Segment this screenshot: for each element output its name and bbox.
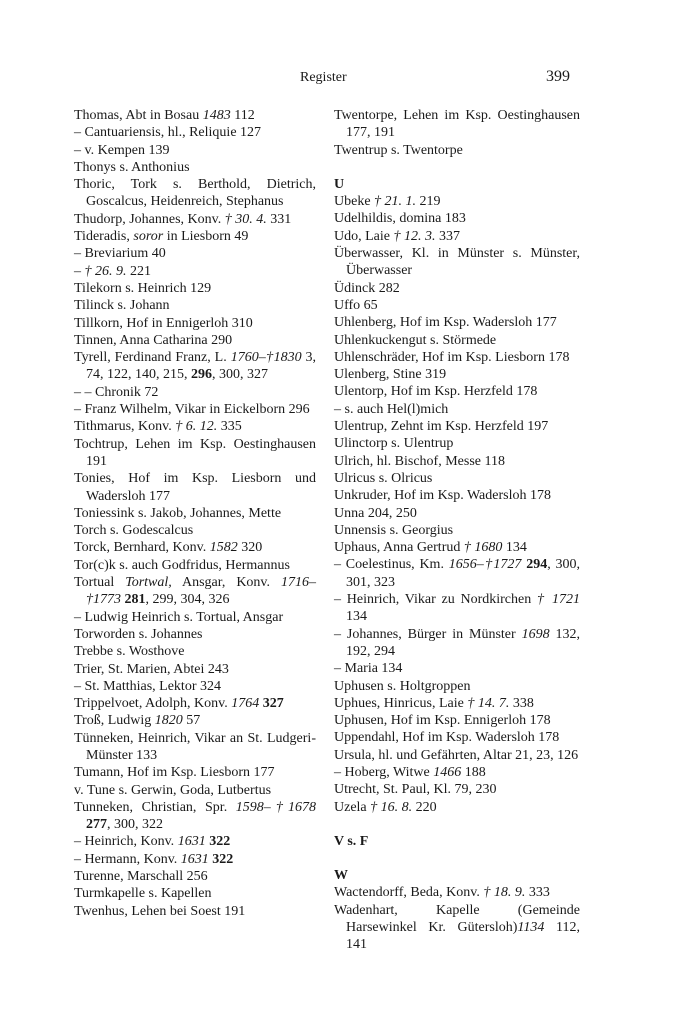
index-entry <box>74 799 316 834</box>
section-letter <box>334 176 580 193</box>
index-entry <box>74 107 316 124</box>
index-entry <box>334 505 580 522</box>
entry-text: Tortual <box>74 575 126 591</box>
entry-text: † 1721 <box>537 592 581 608</box>
index-entry <box>334 522 580 539</box>
entry-text: Twentorpe, Lehen im Ksp. Oestinghausen 177, 191 <box>334 108 580 141</box>
entry-text: Tünneken, Heinrich, Vikar an St. Ludgeri-Münster 133 <box>74 730 316 763</box>
entry-text: – Heinrich, Vikar zu Nordkirchen <box>334 592 537 608</box>
index-entry <box>74 695 316 712</box>
entry-text: † 18. 9. <box>483 885 526 901</box>
entry-text: † 16. 8. <box>370 799 413 815</box>
index-entry <box>74 557 316 574</box>
entry-text: Thoric, Tork s. Berthold, Dietrich, Goscalcus, Heidenreich, Stephanus <box>74 177 316 210</box>
entry-text: Tilekorn s. Heinrich 129 <box>74 280 212 296</box>
index-entry <box>334 245 580 280</box>
entry-text: Udelhildis, domina 183 <box>334 211 466 227</box>
entry-text: 327 <box>262 696 284 712</box>
entry-text: Utrecht, St. Paul, Kl. 79, 230 <box>334 782 497 798</box>
entry-text: 1466 <box>433 764 462 780</box>
index-entry <box>334 902 580 954</box>
index-entry <box>74 211 316 228</box>
entry-text: Ubeke <box>334 194 375 210</box>
index-entry <box>334 280 580 297</box>
entry-text: † 30. 4. <box>224 211 267 227</box>
index-entry <box>334 747 580 764</box>
entry-text: 221 <box>126 263 151 279</box>
entry-text: † 1680 <box>463 540 503 556</box>
entry-text: Ulentorp, Hof im Ksp. Herzfeld 178 <box>334 384 538 400</box>
entry-text: – s. auch Hel(l)mich <box>334 401 449 417</box>
entry-text: – Breviarium 40 <box>74 246 166 262</box>
entry-text: Toniessink s. Jakob, Johannes, Mette <box>74 505 282 521</box>
entry-text: Tideradis, <box>74 229 134 245</box>
entry-text: Üdinck 282 <box>334 280 400 296</box>
entry-text: – Hermann, Konv. <box>74 851 181 867</box>
index-entry <box>74 142 316 159</box>
index-entry <box>334 470 580 487</box>
entry-text: Wactendorff, Beda, Konv. <box>334 885 484 901</box>
entry-text: 1764 <box>231 696 260 712</box>
entry-text: 112 <box>230 108 255 123</box>
entry-text: Tilinck s. Johann <box>74 298 170 314</box>
entry-text: Uphusen s. Holtgroppen <box>334 678 471 694</box>
entry-text: Ulricus s. Olricus <box>334 470 433 486</box>
entry-text: Torch s. Godescalcus <box>74 523 194 539</box>
index-entry <box>334 556 580 591</box>
index-entry <box>74 245 316 262</box>
index-entry <box>74 539 316 556</box>
entry-text: Uppendahl, Hof im Ksp. Wadersloh 178 <box>334 730 560 746</box>
entry-text: 320 <box>237 540 263 556</box>
index-entry <box>74 159 316 176</box>
index-entry <box>74 332 316 349</box>
entry-text: Uphues, Hinricus, Laie <box>334 695 468 711</box>
entry-text: 322 <box>212 851 234 867</box>
entry-text: 1656–†1727 <box>448 557 522 573</box>
entry-text: Ulinctorp s. Ulentrup <box>334 436 454 452</box>
index-entry <box>74 712 316 729</box>
entry-text: Tumann, Hof im Ksp. Liesborn 177 <box>74 765 275 781</box>
entry-text: Ansgar, Konv. <box>171 575 281 591</box>
entry-text: † 6. 12. <box>175 419 218 435</box>
entry-text: Ulrich, hl. Bischof, Messe 118 <box>334 453 505 469</box>
index-entry <box>74 124 316 141</box>
entry-text: Tonies, Hof im Ksp. Liesborn und Wadersloh 177 <box>74 471 316 504</box>
entry-text: Uhlenkuckengut s. Störmede <box>334 332 497 348</box>
entry-text: † 12. 3. <box>393 228 436 244</box>
entry-text: 277 <box>86 817 107 833</box>
entry-text: 1631 <box>177 834 206 850</box>
entry-text: 1760–†1830 <box>230 350 302 366</box>
entry-text: 1631 <box>180 851 209 867</box>
entry-text: – Johannes, Bürger in Münster <box>334 626 522 642</box>
index-entry <box>74 764 316 781</box>
index-entry <box>334 401 580 418</box>
entry-text: – v. Kempen 139 <box>74 142 170 158</box>
index-entry <box>74 609 316 626</box>
entry-text: Tortwal, <box>125 575 172 591</box>
index-entry <box>334 729 580 746</box>
entry-text: – Heinrich, Konv. <box>74 834 178 850</box>
index-entry <box>334 228 580 245</box>
entry-text: Thudorp, Johannes, Konv. <box>74 211 225 227</box>
entry-text: Twentrup s. Twentorpe <box>334 142 463 158</box>
entry-text: Uhlenschräder, Hof im Ksp. Liesborn 178 <box>334 349 570 365</box>
index-entry <box>334 193 580 210</box>
entry-text: 1483 <box>202 108 231 123</box>
entry-text: Uphaus, Anna Gertrud <box>334 540 464 556</box>
index-entry <box>74 522 316 539</box>
entry-text: 134 <box>346 609 367 625</box>
index-entry <box>334 210 580 227</box>
index-entry <box>74 885 316 902</box>
index-entry <box>74 903 316 920</box>
entry-text: Trebbe s. Wosthove <box>74 644 185 660</box>
index-entry <box>74 418 316 435</box>
entry-text: – Maria 134 <box>334 661 403 677</box>
index-entry <box>74 315 316 332</box>
index-entry <box>74 401 316 418</box>
index-entry <box>334 418 580 435</box>
entry-text: – <box>74 263 85 279</box>
entry-text: , 300, 322 <box>107 817 163 833</box>
entry-text: 112, 141 <box>346 920 580 953</box>
index-entry <box>74 661 316 678</box>
index-entry <box>74 678 316 695</box>
entry-text: 3, 74, 122, 140, 215, <box>86 350 316 383</box>
index-entry <box>74 176 316 211</box>
index-entry <box>74 782 316 799</box>
index-entry <box>334 712 580 729</box>
entry-text: Troß, Ludwig <box>74 713 155 729</box>
entry-text: Ulentrup, Zehnt im Ksp. Herzfeld 197 <box>334 419 549 435</box>
entry-text: Udo, Laie <box>334 228 394 244</box>
entry-text: 1820 <box>154 713 183 729</box>
entry-text: – Franz Wilhelm, Vikar in Eickelborn 296 <box>74 402 310 418</box>
entry-text: W <box>334 868 348 884</box>
index-entry <box>74 730 316 765</box>
index-entry <box>334 764 580 781</box>
entry-text: 338 <box>509 695 534 711</box>
entry-text: in Liesborn 49 <box>163 229 249 245</box>
index-entry <box>334 383 580 400</box>
entry-text: Überwasser, Kl. in Münster s. Münster, Überwasser <box>334 246 580 279</box>
entry-text: 220 <box>412 799 437 815</box>
entry-text: 1134 <box>517 920 545 936</box>
entry-text: 188 <box>461 764 486 780</box>
entry-text: Turenne, Marschall 256 <box>74 869 208 885</box>
index-entry <box>334 314 580 331</box>
entry-text: Uhlenberg, Hof im Ksp. Wadersloh 177 <box>334 315 557 331</box>
entry-text: 322 <box>209 834 231 850</box>
index-column-right <box>334 107 580 954</box>
entry-text: Unkruder, Hof im Ksp. Wadersloh 178 <box>334 488 551 504</box>
entry-text: Tithmarus, Konv. <box>74 419 176 435</box>
index-entry <box>74 868 316 885</box>
index-entry <box>334 297 580 314</box>
entry-text: 1716–†1773 <box>86 575 316 608</box>
index-entry <box>74 626 316 643</box>
index-entry <box>334 799 580 816</box>
index-entry <box>334 142 580 159</box>
index-entry <box>334 453 580 470</box>
entry-text: Tunneken, Christian, Spr. <box>74 799 236 815</box>
index-entry <box>74 574 316 609</box>
index-entry <box>74 643 316 660</box>
entry-text: U <box>334 176 345 192</box>
entry-text: 219 <box>416 194 441 210</box>
entry-text: 1698 <box>521 626 550 642</box>
entry-text: , 299, 304, 326 <box>145 592 230 608</box>
entry-text: 296 <box>191 367 212 383</box>
entry-text: Twenhus, Lehen bei Soest 191 <box>74 903 246 919</box>
index-entry <box>334 487 580 504</box>
index-entry <box>74 384 316 401</box>
entry-text: Ulenberg, Stine 319 <box>334 367 447 383</box>
index-entry <box>74 297 316 314</box>
entry-text: 1598–†1678 <box>235 799 316 815</box>
index-entry <box>74 228 316 245</box>
entry-text: Tor(c)k s. auch Godfridus, Hermannus <box>74 557 290 573</box>
entry-text: Uphusen, Hof im Ksp. Ennigerloh 178 <box>334 713 551 729</box>
index-entry <box>74 349 316 384</box>
section-letter <box>334 833 580 850</box>
entry-text: – Ludwig Heinrich s. Tortual, Ansgar <box>74 609 284 625</box>
entry-text: – Cantuariensis, hl., Reliquie 127 <box>74 125 262 141</box>
entry-text: 281 <box>124 592 146 608</box>
entry-text: Trippelvoet, Adolph, Konv. <box>74 696 232 712</box>
index-entry <box>74 851 316 868</box>
index-entry <box>334 366 580 383</box>
entry-text: Trier, St. Marien, Abtei 243 <box>74 661 229 677</box>
index-entry <box>74 263 316 280</box>
index-entry <box>334 884 580 901</box>
index-entry <box>74 833 316 850</box>
entry-text: † 21. 1. <box>374 194 417 210</box>
index-entry <box>334 107 580 142</box>
index-entry <box>334 660 580 677</box>
index-entry <box>334 349 580 366</box>
entry-text: soror <box>133 229 164 245</box>
index-entry <box>334 539 580 556</box>
entry-text: Unnensis s. Georgius <box>334 522 454 538</box>
entry-text: Tillkorn, Hof in Ennigerloh 310 <box>74 315 253 331</box>
entry-text: Unna 204, 250 <box>334 505 417 521</box>
running-title: Register <box>300 70 347 85</box>
entry-text: Uffo 65 <box>334 297 378 313</box>
index-entry <box>334 678 580 695</box>
entry-text: Thonys s. Anthonius <box>74 159 190 175</box>
entry-text: Tinnen, Anna Catharina 290 <box>74 332 233 348</box>
index-entry <box>334 781 580 798</box>
index-entry <box>334 626 580 661</box>
entry-text: 57 <box>182 713 201 729</box>
index-entry <box>334 591 580 626</box>
entry-text: – – Chronik 72 <box>74 384 159 400</box>
entry-text: 337 <box>435 228 460 244</box>
entry-text: † 14. 7. <box>467 695 510 711</box>
entry-text: Torck, Bernhard, Konv. <box>74 540 210 556</box>
entry-text: Ursula, hl. und Gefährten, Altar 21, 23, 126 <box>334 747 579 763</box>
index-entry <box>334 695 580 712</box>
index-entry <box>74 280 316 297</box>
entry-text: Tochtrup, Lehen im Ksp. Oestinghausen 191 <box>74 436 316 469</box>
entry-text: v. Tune s. Gerwin, Goda, Lutbertus <box>74 782 272 798</box>
index-entry <box>74 470 316 505</box>
entry-text: 331 <box>266 211 292 227</box>
entry-text: – St. Matthias, Lektor 324 <box>74 678 221 694</box>
entry-text: 1582 <box>209 540 238 556</box>
entry-text: – Hoberg, Witwe <box>334 764 434 780</box>
entry-text: 134 <box>502 540 527 556</box>
entry-text: Wadenhart, Kapelle (Gemeinde Harsewinkel Kr. Gütersloh) <box>334 902 580 936</box>
section-letter <box>334 867 580 884</box>
entry-text: – Coelestinus, Km. <box>334 557 449 573</box>
index-entry <box>74 436 316 471</box>
entry-text: , 300, 301, 323 <box>346 557 581 590</box>
index-entry <box>334 332 580 349</box>
entry-text: 294 <box>526 557 548 573</box>
entry-text: 132, 192, 294 <box>346 626 581 659</box>
entry-text: † 26. 9. <box>84 263 127 279</box>
entry-text: Turmkapelle s. Kapellen <box>74 886 212 902</box>
entry-text: 333 <box>525 885 550 901</box>
entry-text: Thomas, Abt in Bosau <box>74 108 203 123</box>
entry-text: , 300, 327 <box>212 367 268 383</box>
entry-text: Uzela <box>334 799 371 815</box>
page-header <box>0 68 700 92</box>
entry-text: V s. F <box>334 833 369 849</box>
index-entry <box>334 435 580 452</box>
entry-text: Torworden s. Johannes <box>74 626 203 642</box>
entry-text: 335 <box>217 419 242 435</box>
index-entry <box>74 505 316 522</box>
page-number: 399 <box>546 68 570 85</box>
index-column-left <box>74 107 316 920</box>
entry-text: Tyrell, Ferdinand Franz, L. <box>74 350 231 366</box>
